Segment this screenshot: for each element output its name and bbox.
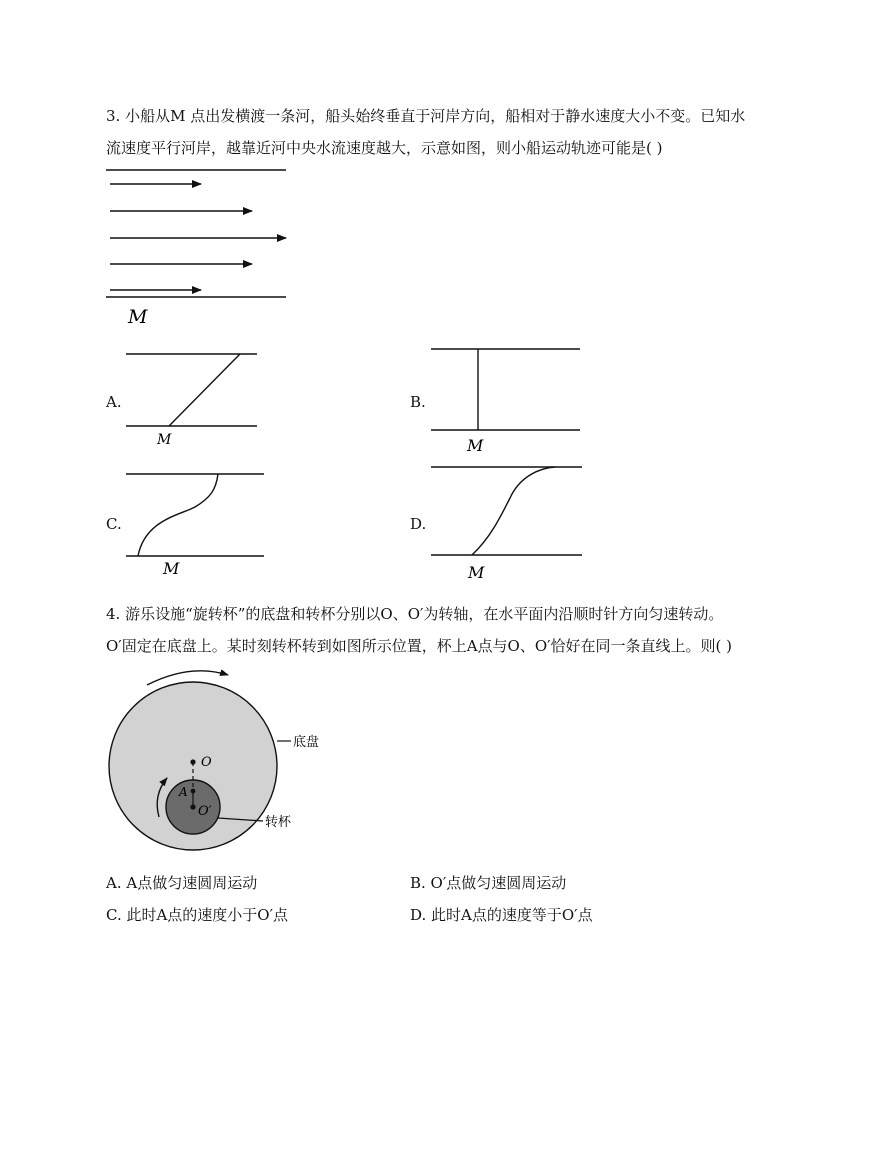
point-m-label: M xyxy=(468,563,485,582)
q3-river-figure xyxy=(100,165,300,330)
q4-stem-line-1: 4. 游乐设施“旋转杯”的底盘和转杯分别以O、O′为转轴，在水平面内沿顺时针方向匀速转动。 xyxy=(106,605,724,623)
q3-option-b-letter: B. xyxy=(410,393,426,411)
q3-option-d-figure xyxy=(425,458,590,583)
point-m-label: M xyxy=(163,559,180,578)
q3-stem-line-2: 流速度平行河岸，越靠近河中央水流速度越大，示意如图，则小船运动轨迹可能是( ) xyxy=(106,139,663,157)
point-o-label: O xyxy=(201,755,212,770)
q3-option-a-figure xyxy=(120,345,265,450)
point-m-label: M xyxy=(128,306,148,328)
trajectory-c xyxy=(138,474,218,556)
q4-option-d: D. 此时A点的速度等于O′点 xyxy=(410,906,593,924)
q3-option-a-letter: A. xyxy=(106,393,122,411)
q4-option-c: C. 此时A点的速度小于O′点 xyxy=(106,906,289,924)
q4-rotating-cup-figure xyxy=(100,665,340,870)
q3-option-b-figure xyxy=(425,340,590,455)
q3-option-c-letter: C. xyxy=(106,515,122,533)
base-plate-label: 底盘 xyxy=(293,735,320,750)
q3-stem-line-1: 3. 小船从M 点出发横渡一条河，船头始终垂直于河岸方向，船相对于静水速度大小不变。已知水 xyxy=(106,107,746,125)
point-a-label: A xyxy=(179,785,188,799)
q3-option-c-figure xyxy=(120,465,270,580)
point-m-label: M xyxy=(157,432,172,448)
q4-stem-line-2: O′固定在底盘上。某时刻转杯转到如图所示位置，杯上A点与O、O′恰好在同一条直线上。则( ) xyxy=(106,637,733,655)
point-m-label: M xyxy=(467,436,484,455)
trajectory-a xyxy=(169,354,240,426)
point-a xyxy=(191,789,196,794)
point-o xyxy=(190,759,195,764)
q4-option-b: B. O′点做匀速圆周运动 xyxy=(410,874,567,892)
point-o-prime xyxy=(190,804,195,809)
cup-label: 转杯 xyxy=(265,815,292,830)
q3-option-d-letter: D. xyxy=(410,515,427,533)
q4-option-a: A. A点做匀速圆周运动 xyxy=(106,874,258,892)
point-o-prime-label: O′ xyxy=(198,804,212,819)
trajectory-d xyxy=(472,467,555,555)
